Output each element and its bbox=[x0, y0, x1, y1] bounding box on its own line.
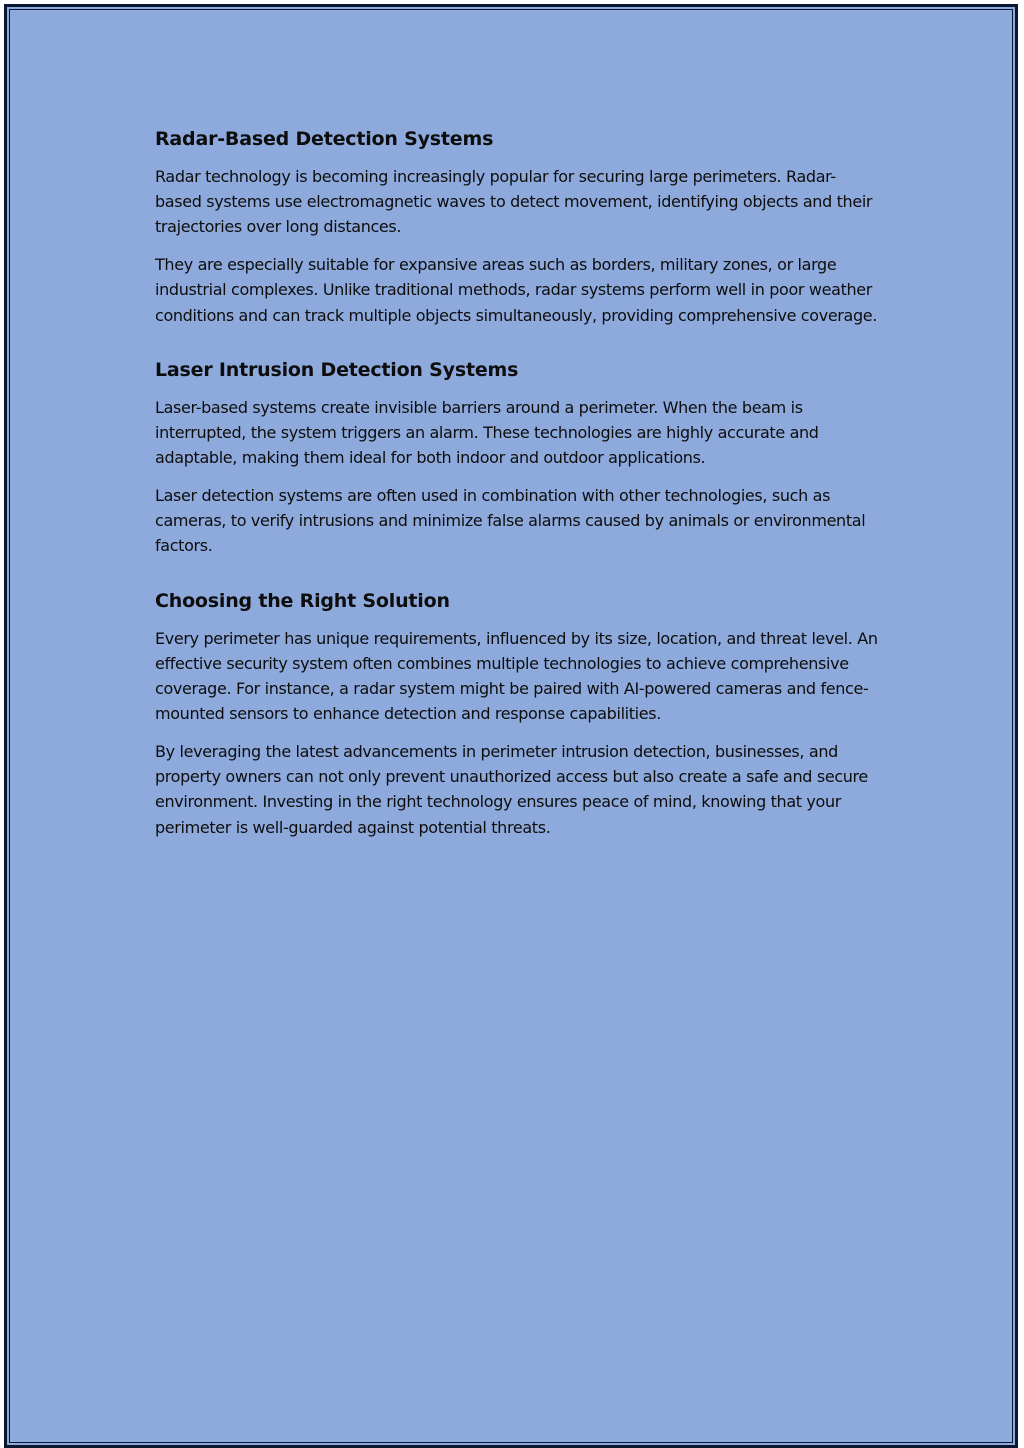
section-heading: Laser Intrusion Detection Systems bbox=[155, 358, 519, 381]
paragraph: They are especially suitable for expansive areas such as borders, military zones, or large industrial complexes. Unlike traditional methods, radar systems perform well in poor weather conditions and can track multiple objects simultaneously, providing comprehensive coverage. bbox=[155, 255, 878, 325]
paragraph: Laser-based systems create invisible barriers around a perimeter. When the beam is interrupted, the system triggers an alarm. These technologies are highly accurate and adaptable, making them ideal for both indoor and outdoor applications. bbox=[155, 397, 819, 468]
document-body bbox=[155, 126, 879, 840]
paragraph: By leveraging the latest advancements in perimeter intrusion detection, businesses, and property owners can not only prevent unauthorized access but also create a safe and secure environment. Investing in the right technology ensures peace of mind, knowing that your perimeter is well-guarded against potential threats. bbox=[155, 742, 868, 837]
section-radar-detection bbox=[155, 126, 879, 328]
section-heading: Radar-Based Detection Systems bbox=[155, 128, 494, 150]
paragraph: Every perimeter has unique requirements, influenced by its size, location, and threat level. An effective security system often combines multiple technologies to achieve comprehensive coverage. For instance, a radar system might be paired with AI-powered cameras and fence-mounted sensors to enhance detection and response capabilities. bbox=[155, 628, 878, 724]
section-laser-detection bbox=[155, 357, 879, 559]
paragraph: Laser detection systems are often used in combination with other technologies, such as cameras, to verify intrusions and minimize false alarms caused by animals or environmental factors. bbox=[155, 486, 866, 556]
section-heading: Choosing the Right Solution bbox=[155, 589, 450, 612]
document-page bbox=[4, 4, 1018, 1448]
section-choosing-solution bbox=[155, 588, 879, 840]
paragraph: Radar technology is becoming increasingly popular for securing large perimeters. Radar-based systems use electromagnetic waves to detect movement, identifying objects and their trajectories over long distances. bbox=[155, 167, 873, 237]
